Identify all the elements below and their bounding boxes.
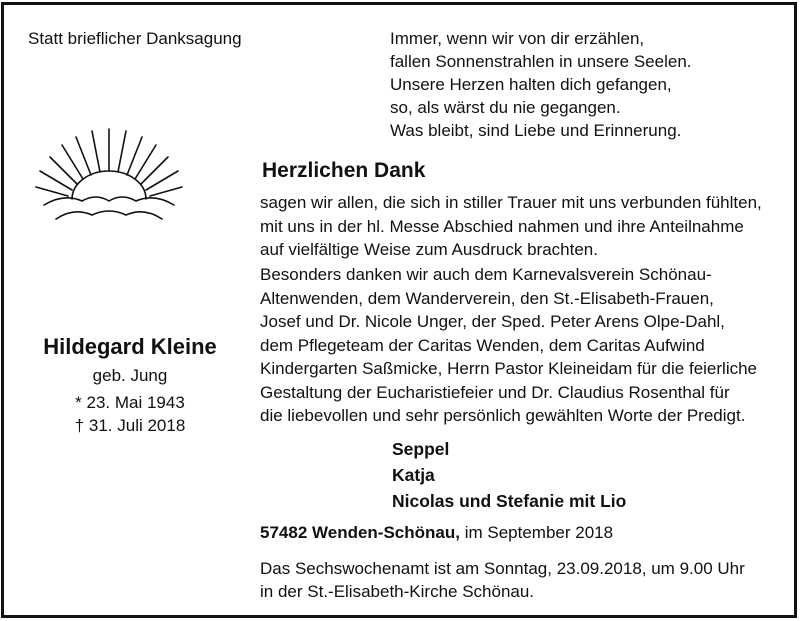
obituary-notice <box>1 2 797 618</box>
death-date: † 31. Juli 2018 <box>74 416 186 435</box>
life-dates <box>4 391 256 437</box>
text-line: in der St.-Elisabeth-Kirche Schönau. <box>260 582 535 601</box>
text-line: mit uns in der hl. Messe Abschied nahmen und ihre Anteilnahme <box>260 216 744 236</box>
header-text: Statt brieflicher Danksagung <box>28 29 242 48</box>
poem-line: Was bleibt, sind Liebe und Erinnerung. <box>390 121 682 140</box>
poem <box>390 27 692 142</box>
rising-sun-icon <box>34 127 184 227</box>
thanks-paragraph-1 <box>260 191 762 262</box>
text-line: Josef und Dr. Nicole Unger, der Sped. Peter Arens Olpe-Dahl, <box>260 312 725 331</box>
poem-line: Unsere Herzen halten dich gefangen, <box>390 75 672 94</box>
text-line: auf vielfältige Weise zum Ausdruck brachten. <box>260 240 598 259</box>
text-line: Kindergarten Saßmicke, Herrn Pastor Kleineidam für die feierliche <box>260 359 758 378</box>
poem-line: fallen Sonnenstrahlen in unsere Seelen. <box>390 52 692 71</box>
place-location: 57482 Wenden-Schönau, <box>260 523 460 542</box>
poem-line: Immer, wenn wir von dir erzählen, <box>390 29 645 48</box>
text-line: Das Sechswochenamt ist am Sonntag, 23.09.2018, um 9.00 Uhr <box>260 559 745 578</box>
deceased-name: Hildegard Kleine <box>43 334 217 359</box>
signature-name: Katja <box>392 465 435 485</box>
thanks-paragraph-2 <box>260 263 757 428</box>
text-line: die liebevollen und sehr persönlich gewählten Worte der Predigt. <box>260 406 746 425</box>
signature-name: Seppel <box>392 439 450 459</box>
place-and-date <box>260 523 613 543</box>
birth-date: * 23. Mai 1943 <box>75 393 185 412</box>
signature-name: Nicolas und Stefanie mit Lio <box>392 491 627 511</box>
text-line: sagen wir allen, die sich in stiller Trauer mit uns verbunden fühlten, <box>260 193 762 212</box>
text-line: dem Pflegeteam der Caritas Wenden, dem Caritas Aufwind <box>260 335 705 355</box>
poem-line: so, als wärst du nie gegangen. <box>390 98 621 117</box>
text-line: Besonders danken wir auch dem Karnevalsverein Schönau- <box>260 265 712 284</box>
text-line: Gestaltung der Eucharistiefeier und Dr. Claudius Rosenthal für <box>260 382 730 402</box>
text-line: Altenwenden, dem Wanderverein, den St.-Elisabeth-Frauen, <box>260 288 714 308</box>
place-date: im September 2018 <box>459 523 614 542</box>
birth-name: geb. Jung <box>92 366 168 385</box>
signatures <box>392 436 626 514</box>
thanks-title: Herzlichen Dank <box>262 159 426 182</box>
mass-notice <box>260 557 745 603</box>
